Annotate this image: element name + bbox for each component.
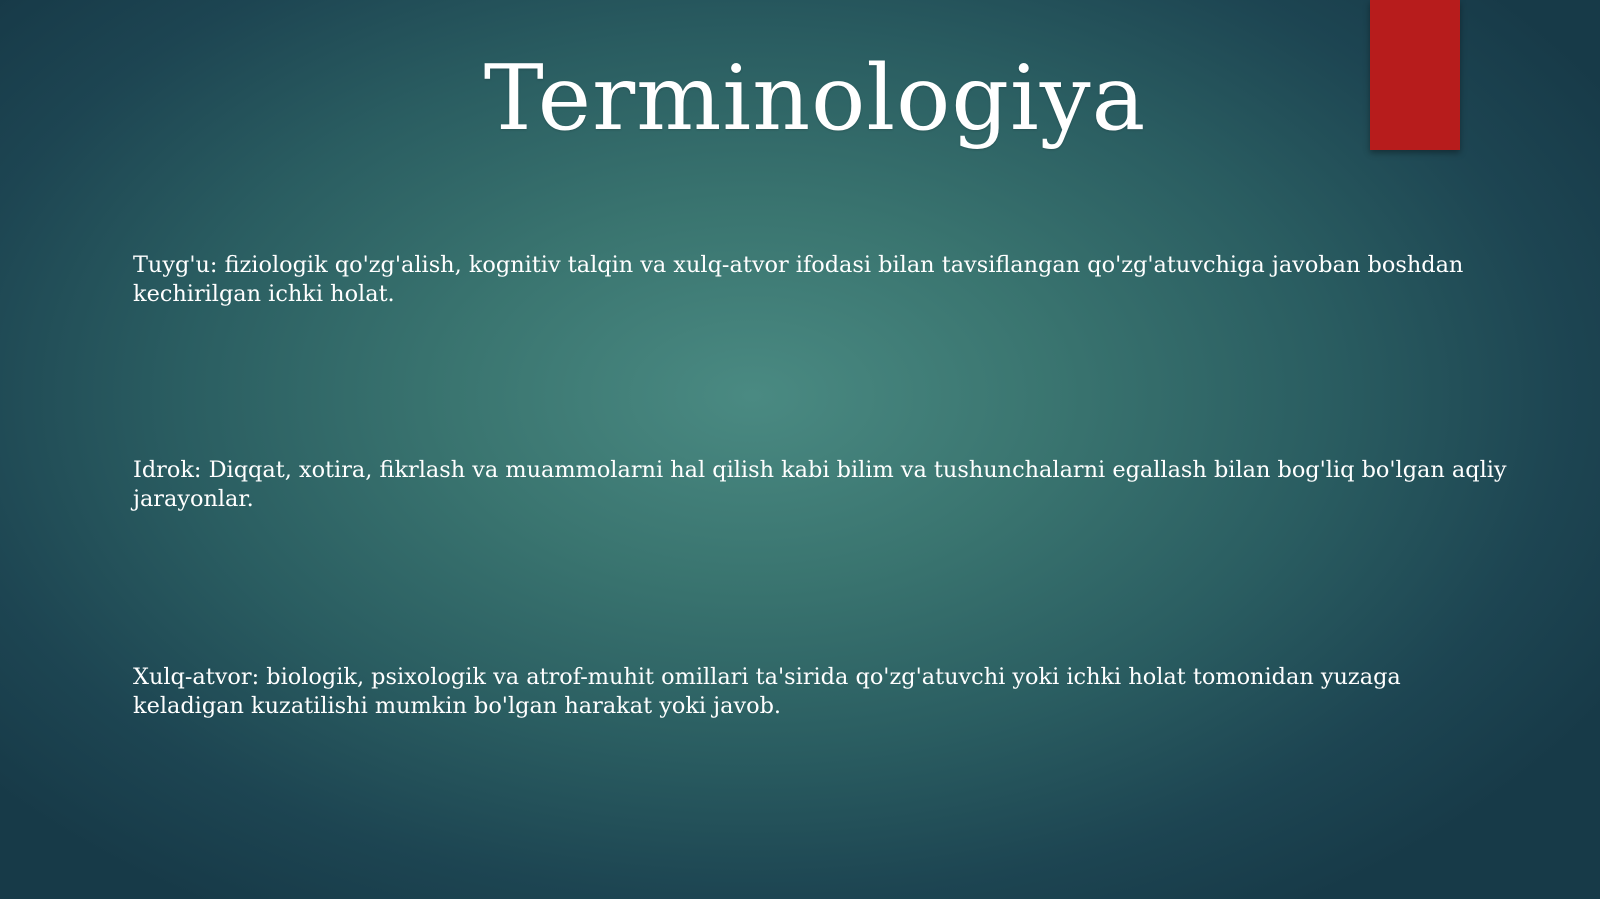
term-definition-tuygu: Tuyg'u: fiziologik qo'zg'alish, kognitiv talqin va xulq-atvor ifodasi bilan tavsiflangan qo'zg'atuvchiga javoban boshdan kechirilgan ichki holat.: [133, 252, 1464, 307]
term-definition-idrok: Idrok: Diqqat, xotira, fikrlash va muammolarni hal qilish kabi bilim va tushunchalarni egallash bilan bog'liq bo'lgan aqliy jarayonlar.: [133, 457, 1507, 512]
term-definition-xulq-atvor: Xulq-atvor: biologik, psixologik va atrof-muhit omillari ta'sirida qo'zg'atuvchi yoki ichki holat tomonidan yuzaga keladigan kuzatilishi mumkin bo'lgan harakat yoki javob.: [133, 664, 1401, 719]
slide-title: Terminologiya: [483, 46, 1147, 151]
